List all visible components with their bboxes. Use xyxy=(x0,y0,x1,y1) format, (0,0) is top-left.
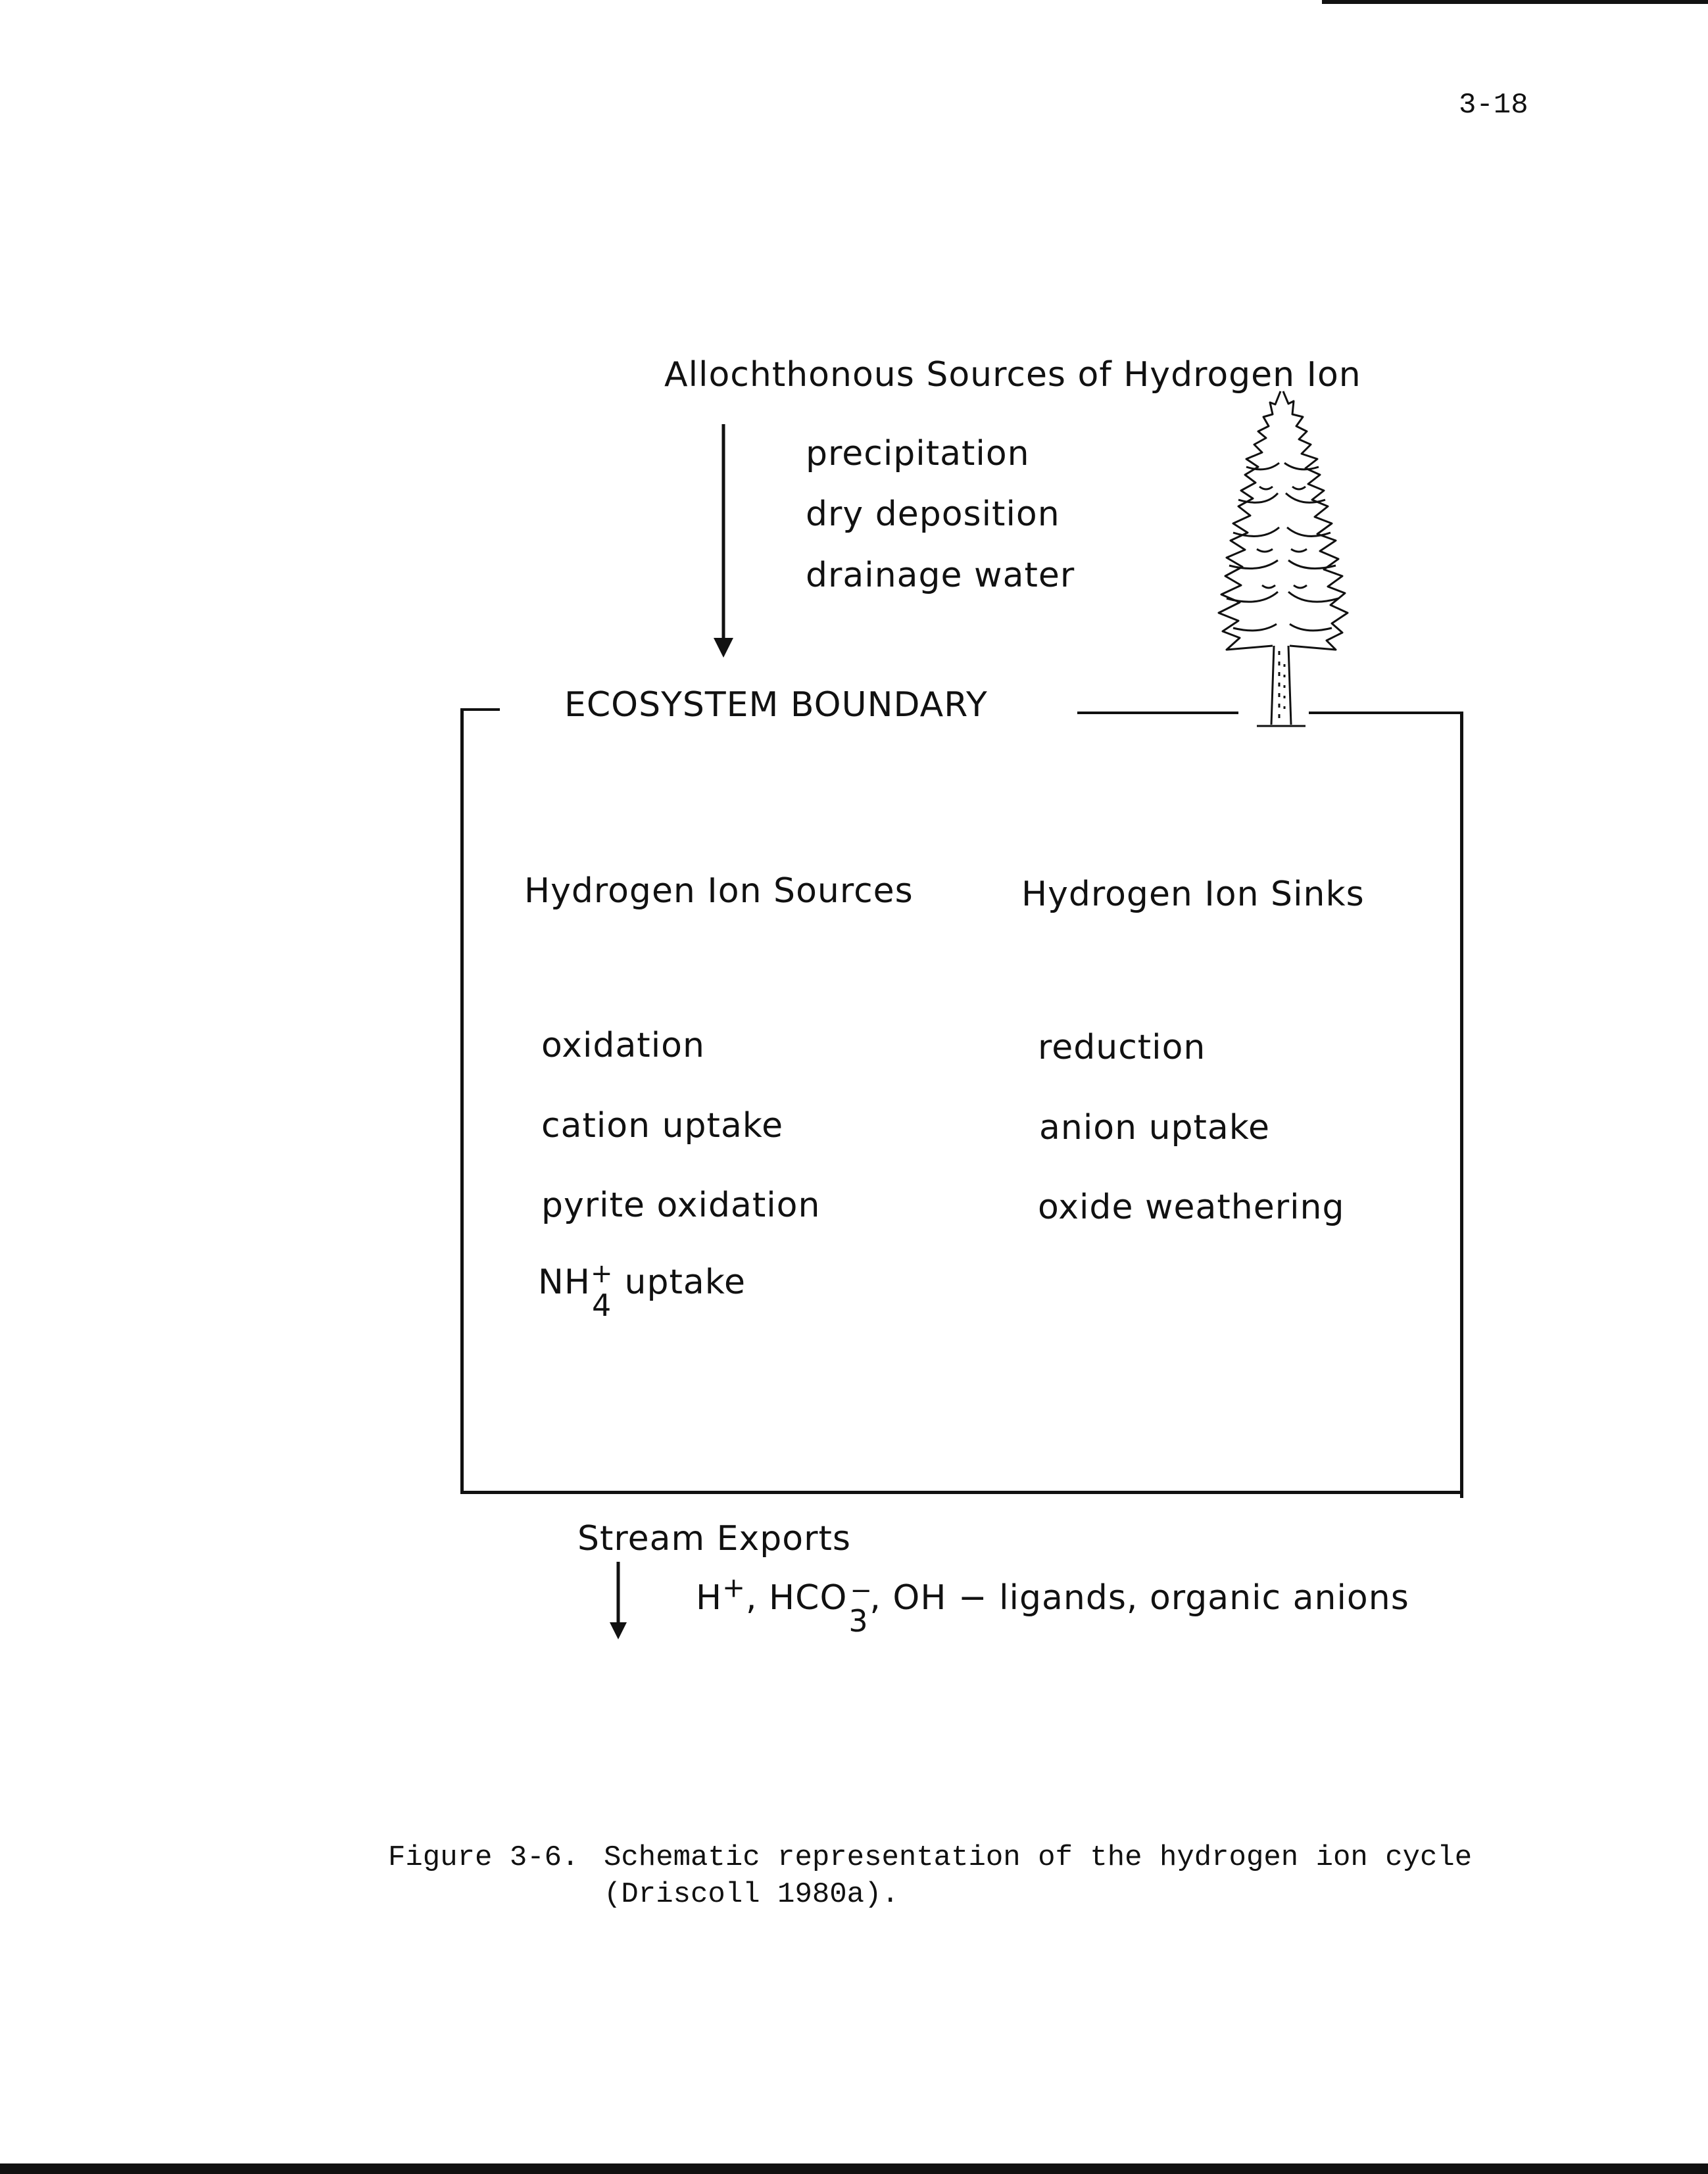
page-number: 3-18 xyxy=(1459,89,1528,122)
export-arrow xyxy=(602,1562,635,1644)
caption-line-1: Schematic representation of the hydrogen ion cycle xyxy=(604,1841,1473,1874)
sink-item: reduction xyxy=(1038,1028,1206,1067)
hco-sub: 3 xyxy=(848,1603,869,1639)
boundary-right-line xyxy=(1460,712,1463,1498)
allochthonous-item: precipitation xyxy=(806,434,1030,473)
boundary-bottom-line xyxy=(460,1491,1463,1494)
boundary-left-line xyxy=(460,708,464,1494)
boundary-top-middle-line xyxy=(1077,712,1238,714)
allochthonous-item: drainage water xyxy=(806,556,1075,595)
nh4-base: NH xyxy=(538,1263,591,1302)
export-hco: HCO xyxy=(769,1578,848,1618)
source-item: cation uptake xyxy=(541,1106,784,1146)
source-item: oxidation xyxy=(541,1026,705,1065)
source-item: pyrite oxidation xyxy=(541,1186,821,1225)
sinks-heading: Hydrogen Ion Sinks xyxy=(1021,875,1365,914)
hco-sup: − xyxy=(850,1576,873,1606)
exports-ions xyxy=(696,1571,1409,1639)
tree-icon xyxy=(1207,388,1358,730)
source-item-nh4 xyxy=(538,1259,746,1323)
nh4-rest: uptake xyxy=(613,1263,746,1302)
sources-heading: Hydrogen Ion Sources xyxy=(524,871,914,911)
sink-item: anion uptake xyxy=(1039,1108,1271,1147)
exports-heading: Stream Exports xyxy=(577,1519,851,1558)
scan-edge-top xyxy=(1322,0,1708,4)
nh4-sub: 4 xyxy=(592,1288,612,1323)
allochthonous-item: dry deposition xyxy=(806,495,1060,534)
export-sep: , xyxy=(745,1578,769,1618)
input-arrow xyxy=(707,424,740,661)
scan-edge-bottom xyxy=(0,2163,1708,2174)
boundary-top-right-line xyxy=(1309,712,1463,714)
hco-ion-marks xyxy=(847,1576,873,1639)
boundary-top-left-line xyxy=(460,708,500,711)
sink-item: oxide weathering xyxy=(1038,1188,1345,1227)
boundary-label: ECOSYSTEM BOUNDARY xyxy=(564,685,988,725)
nh4-sup: + xyxy=(591,1259,614,1289)
caption-line-2: (Driscoll 1980a). xyxy=(604,1878,899,1911)
allochthonous-title: Allochthonous Sources of Hydrogen Ion xyxy=(664,355,1361,395)
export-rest: , OH − ligands, organic anions xyxy=(869,1578,1409,1618)
export-h: H xyxy=(696,1578,723,1618)
export-h-sup: + xyxy=(722,1571,746,1604)
figure-label: Figure 3-6. xyxy=(388,1841,579,1874)
